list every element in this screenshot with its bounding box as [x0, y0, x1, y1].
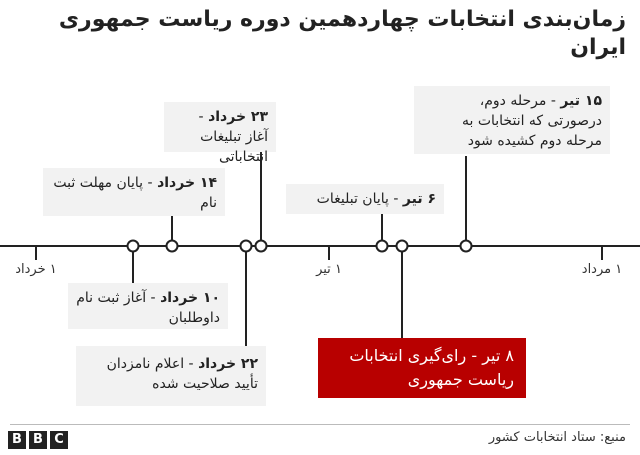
tick-mark	[601, 247, 603, 260]
event-text: رای‌گیری انتخابات ریاست جمهوری	[349, 346, 514, 389]
event-label	[68, 283, 228, 329]
event-separator: -	[198, 109, 204, 125]
event-date: ۲۳ خرداد	[208, 109, 268, 125]
event-dot	[127, 240, 140, 253]
tick-label: ۱ تیر	[316, 262, 342, 277]
event-text: پایان مهلت ثبت نام	[53, 175, 217, 211]
logo-letter: B	[29, 431, 47, 449]
event-dot	[240, 240, 253, 253]
event-stem	[245, 246, 247, 346]
event-date: ۱۰ خرداد	[160, 290, 220, 306]
event-dot	[396, 240, 409, 253]
event-separator: -	[550, 93, 556, 109]
footer-divider	[10, 424, 630, 425]
chart-title: زمان‌بندی انتخابات چهاردهمین دوره ریاست جمهوری ایران	[58, 7, 626, 60]
logo-letter: B	[8, 431, 26, 449]
event-date: ۸ تیر	[482, 346, 514, 365]
event-text: مرحله دوم، درصورتی که انتخابات به مرحله دوم کشیده شود	[461, 93, 602, 149]
event-separator: -	[471, 346, 478, 365]
tick-label: ۱ خرداد	[15, 262, 57, 277]
event-separator: -	[188, 356, 194, 372]
event-label	[414, 86, 610, 154]
tick-mark	[35, 247, 37, 260]
event-text: اعلام نامزدان تأیید صلاحیت شده	[106, 356, 258, 392]
event-date: ۱۵ تیر	[560, 93, 602, 109]
logo-letter: C	[50, 431, 68, 449]
event-text: پایان تبلیغات	[316, 191, 389, 207]
event-date: ۶ تیر	[402, 191, 436, 207]
event-label	[43, 168, 225, 216]
tick-mark	[328, 247, 330, 260]
event-label	[76, 346, 266, 406]
event-separator: -	[393, 191, 399, 207]
event-stem	[465, 156, 467, 246]
event-text: آغاز ثبت نام داوطلبان	[76, 290, 220, 326]
event-label-highlight	[318, 338, 526, 398]
bbc-logo	[8, 431, 68, 449]
event-date: ۲۲ خرداد	[198, 356, 258, 372]
event-stem	[401, 246, 403, 340]
event-text: آغاز تبلیغات انتخاباتی	[200, 129, 268, 165]
event-dot	[376, 240, 389, 253]
timeline-axis	[0, 245, 640, 247]
event-separator: -	[147, 175, 153, 191]
event-label	[286, 184, 444, 214]
tick-label: ۱ مرداد	[581, 262, 623, 277]
event-dot	[166, 240, 179, 253]
event-label	[164, 102, 276, 165]
source-note: منبع: ستاد انتخابات کشور	[488, 430, 626, 445]
event-separator: -	[150, 290, 156, 306]
event-dot	[460, 240, 473, 253]
event-dot	[255, 240, 268, 253]
event-date: ۱۴ خرداد	[157, 175, 217, 191]
